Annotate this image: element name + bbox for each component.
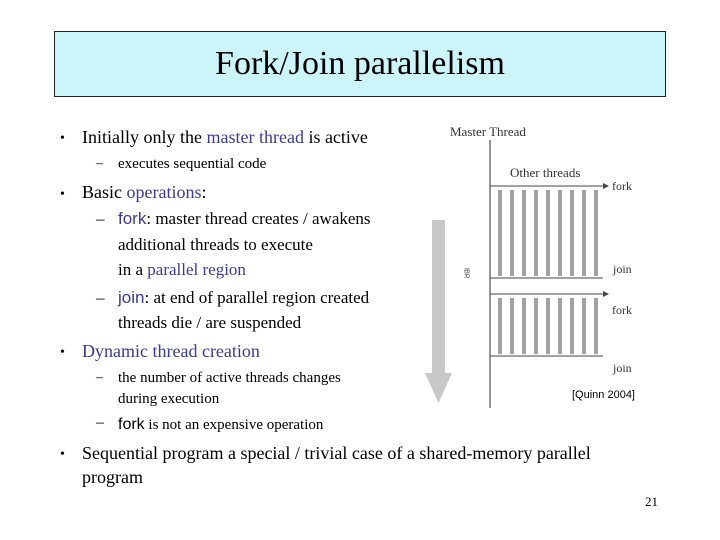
bullet-dynamic-thread-creation: Dynamic thread creation	[82, 341, 260, 361]
text: :	[201, 182, 207, 202]
sub-fork-line2: additional threads to execute	[118, 235, 313, 254]
dash-marker: –	[96, 209, 105, 228]
parallel-region-1	[499, 190, 597, 276]
parallel-region-2	[499, 298, 597, 354]
fork-arrow-1-icon	[490, 183, 609, 189]
join-keyword: join	[118, 288, 145, 307]
text: : master thread creates / awakens	[146, 209, 371, 228]
text: Basic	[82, 182, 127, 202]
bullet-marker: •	[60, 447, 65, 462]
fork-arrow-2-icon	[490, 291, 609, 297]
text: is not an expensive operation	[144, 417, 324, 433]
dash-marker: –	[96, 156, 103, 171]
bullet-basic-operations	[82, 182, 207, 203]
slide-title: Fork/Join parallelism	[215, 45, 505, 82]
sub-join-line2: threads die / are suspended	[118, 313, 302, 332]
join-label-1: join	[613, 262, 632, 276]
operations-term: operations	[126, 182, 202, 202]
time-arrow-icon	[425, 220, 452, 403]
sub-fork-not-expensive	[118, 416, 323, 434]
fork-label-2: fork	[612, 303, 632, 317]
sub-active-threads-line2: during execution	[118, 391, 220, 407]
title-box	[54, 31, 666, 97]
master-thread-term: master thread	[206, 127, 304, 147]
time-axis-glyph: ᴵᴮᴿ	[459, 268, 470, 279]
master-thread-label: Master Thread	[450, 124, 526, 139]
bullet-marker: •	[60, 131, 65, 146]
parallel-region-term: parallel region	[147, 260, 246, 279]
text: Initially only the	[82, 127, 207, 147]
dash-marker: –	[96, 288, 105, 307]
other-threads-label: Other threads	[510, 165, 581, 180]
page-number: 21	[645, 494, 658, 509]
fork-label-1: fork	[612, 179, 632, 193]
fork-keyword: fork	[118, 209, 147, 228]
sub-fork-line3	[118, 260, 246, 280]
join-label-2: join	[613, 361, 632, 375]
text: in a	[118, 260, 148, 279]
fork-keyword: fork	[118, 416, 145, 433]
dash-marker: –	[96, 370, 103, 385]
sub-join-line1	[118, 288, 369, 308]
sub-sequential-code: executes sequential code	[118, 156, 267, 172]
bullet-marker: •	[60, 187, 65, 202]
text: is active	[303, 127, 368, 147]
dash-marker: –	[96, 414, 104, 431]
bullet-sequential-line1: Sequential program a special / trivial case of a shared-memory parallel	[82, 443, 591, 463]
citation: [Quinn 2004]	[572, 389, 635, 401]
bullet-initially-master	[82, 127, 368, 148]
sub-fork-line1	[118, 209, 371, 229]
text: : at end of parallel region created	[144, 288, 370, 307]
fork-join-diagram	[425, 118, 665, 418]
sub-active-threads-line1: the number of active threads changes	[118, 370, 341, 386]
bullet-sequential-line2: program	[82, 467, 143, 487]
bullet-marker: •	[60, 345, 65, 360]
